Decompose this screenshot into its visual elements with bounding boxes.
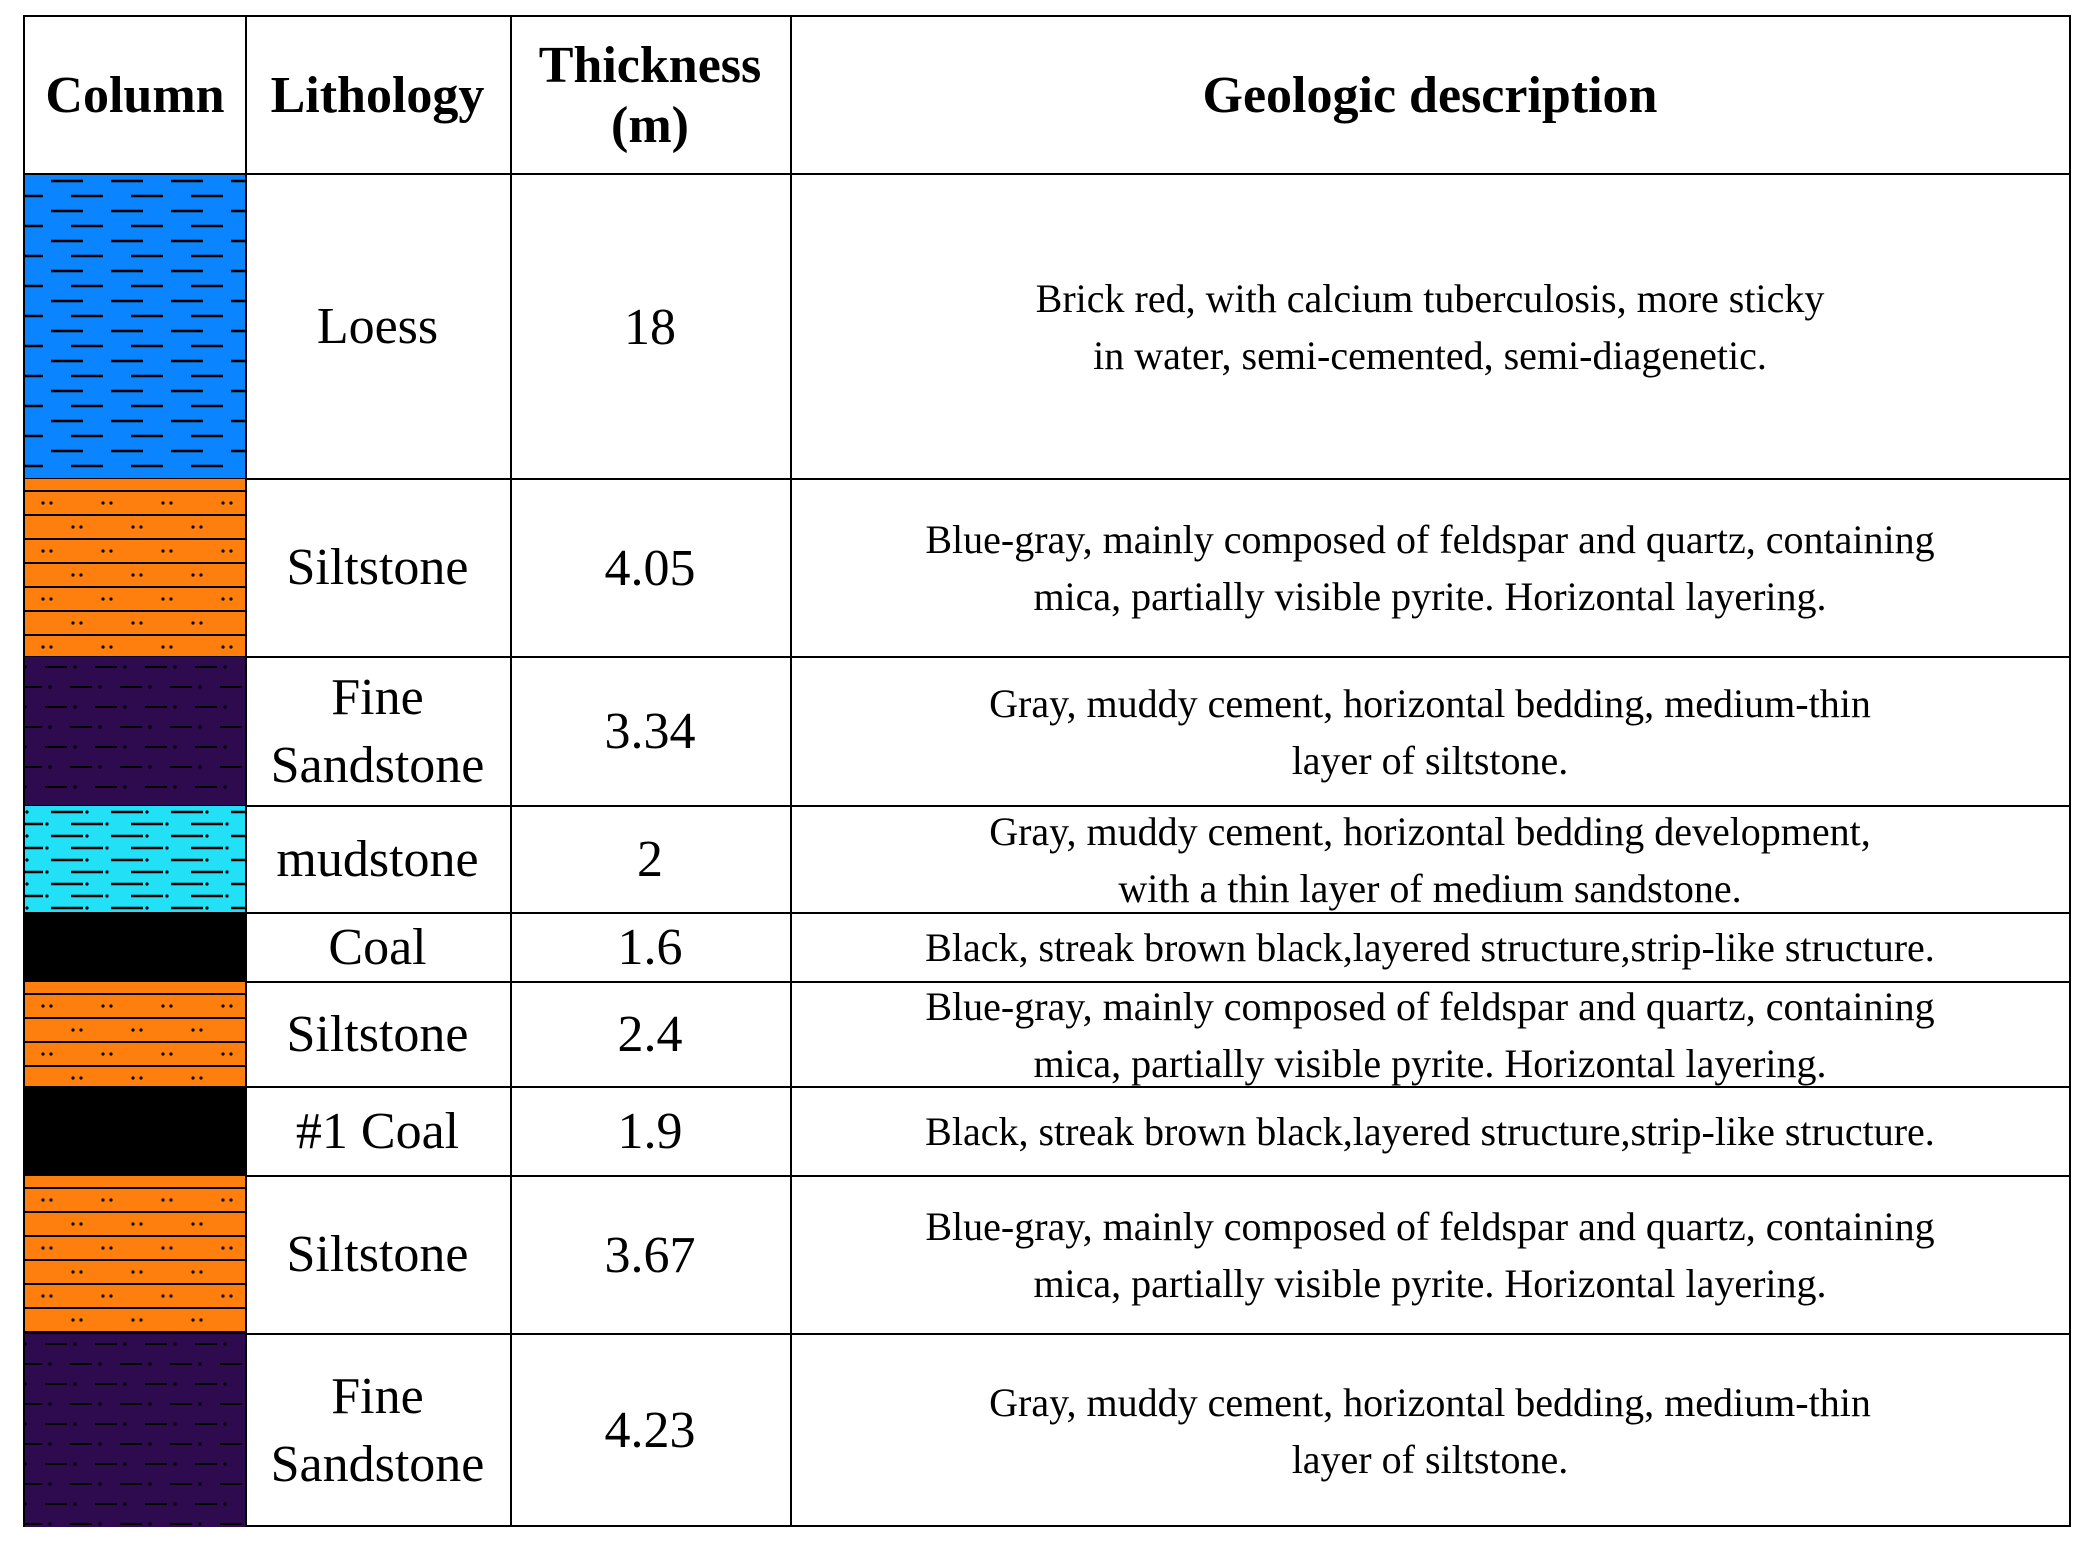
lithology-cell [245, 657, 510, 806]
thickness-value: 2.4 [617, 1006, 683, 1063]
lithology-cell [245, 1176, 510, 1334]
column-pattern-loess [25, 175, 245, 479]
column-divider [245, 17, 247, 1525]
header-description-label: Geologic description [1202, 67, 1658, 124]
description-cell [790, 982, 2070, 1087]
thickness-cell [510, 806, 790, 913]
lithology-cell [245, 1334, 510, 1527]
description-cell [790, 175, 2070, 479]
thickness-value: 18 [624, 298, 676, 356]
description-text: Blue-gray, mainly composed of feldspar and quartz, containing mica, partially visible pyrite. Horizontal layering. [925, 983, 1935, 1086]
column-pattern-sandstone [25, 1334, 245, 1527]
lithology-name: mudstone [276, 830, 479, 888]
header-lithology-label: Lithology [270, 67, 485, 124]
description-text: Black, streak brown black,layered structure,strip-like structure. [925, 1109, 1935, 1154]
thickness-cell [510, 657, 790, 806]
thickness-value: 2 [637, 831, 663, 888]
description-text: Blue-gray, mainly composed of feldspar and quartz, containing mica, partially visible pyrite. Horizontal layering. [925, 1204, 1935, 1306]
lithology-cell [245, 1087, 510, 1176]
description-cell [790, 806, 2070, 913]
thickness-cell [510, 982, 790, 1087]
thickness-value: 3.34 [604, 703, 696, 760]
thickness-cell [510, 1334, 790, 1527]
description-text: Gray, muddy cement, horizontal bedding, medium-thin layer of siltstone. [989, 680, 1871, 783]
lithology-name: Fine Sandstone [270, 668, 485, 794]
column-pattern-sandstone [25, 657, 245, 806]
lithology-name: Fine Sandstone [270, 1367, 485, 1493]
lithology-name: Siltstone [286, 1226, 469, 1283]
lithology-cell [245, 175, 510, 479]
lithology-pattern-svg [25, 175, 245, 479]
thickness-value: 1.6 [617, 919, 683, 976]
lithology-name: Siltstone [286, 539, 469, 596]
thickness-value: 3.67 [604, 1226, 696, 1284]
lithology-pattern-svg [25, 806, 245, 913]
column-pattern-coal [25, 1087, 245, 1176]
header-divider [25, 173, 2069, 175]
lithology-name: Loess [316, 298, 439, 355]
description-cell [790, 913, 2070, 982]
thickness-cell [510, 175, 790, 479]
lithology-pattern-svg [25, 657, 245, 806]
description-text: Gray, muddy cement, horizontal bedding, medium-thin layer of siltstone. [989, 1379, 1871, 1482]
lithology-pattern-svg [25, 982, 245, 1087]
description-cell [790, 1334, 2070, 1527]
description-cell [790, 657, 2070, 806]
column-divider [790, 17, 792, 1525]
thickness-cell [510, 1087, 790, 1176]
header-column [25, 17, 245, 175]
thickness-cell [510, 1176, 790, 1334]
lithology-pattern-svg [25, 1334, 245, 1527]
lithology-cell [245, 479, 510, 657]
thickness-value: 4.23 [604, 1402, 696, 1459]
column-pattern-coal [25, 913, 245, 982]
description-text: Blue-gray, mainly composed of feldspar and quartz, containing mica, partially visible pyrite. Horizontal layering. [925, 517, 1935, 619]
thickness-value: 4.05 [604, 539, 696, 597]
lithology-pattern-svg [25, 913, 245, 982]
column-pattern-siltstone [25, 1176, 245, 1334]
column-divider [510, 17, 512, 1525]
description-text: Black, streak brown black,layered structure,strip-like structure. [925, 925, 1935, 970]
description-text: Brick red, with calcium tuberculosis, more sticky in water, semi-cemented, semi-diagenetic. [1035, 276, 1825, 378]
header-description [790, 17, 2070, 175]
lithology-name: Coal [328, 918, 427, 976]
lithology-cell [245, 913, 510, 982]
column-pattern-siltstone [25, 982, 245, 1087]
lithology-pattern-svg [25, 479, 245, 657]
description-text: Gray, muddy cement, horizontal bedding development, with a thin layer of medium sandstone. [989, 808, 1871, 911]
description-cell [790, 1087, 2070, 1176]
thickness-value: 1.9 [617, 1103, 683, 1160]
column-pattern-mudstone [25, 806, 245, 913]
thickness-cell [510, 479, 790, 657]
column-pattern-siltstone [25, 479, 245, 657]
header-lithology [245, 17, 510, 175]
lithology-name: #1 Coal [295, 1102, 460, 1160]
header-thickness-label: Thickness (m) [538, 37, 762, 154]
lithology-cell [245, 806, 510, 913]
lithology-cell [245, 982, 510, 1087]
stratigraphic-column-table [23, 15, 2071, 1527]
lithology-pattern-svg [25, 1176, 245, 1334]
description-cell [790, 479, 2070, 657]
description-cell [790, 1176, 2070, 1334]
thickness-cell [510, 913, 790, 982]
lithology-pattern-svg [25, 1087, 245, 1176]
header-thickness [510, 17, 790, 175]
lithology-name: Siltstone [286, 1005, 469, 1063]
header-column-label: Column [45, 67, 225, 124]
